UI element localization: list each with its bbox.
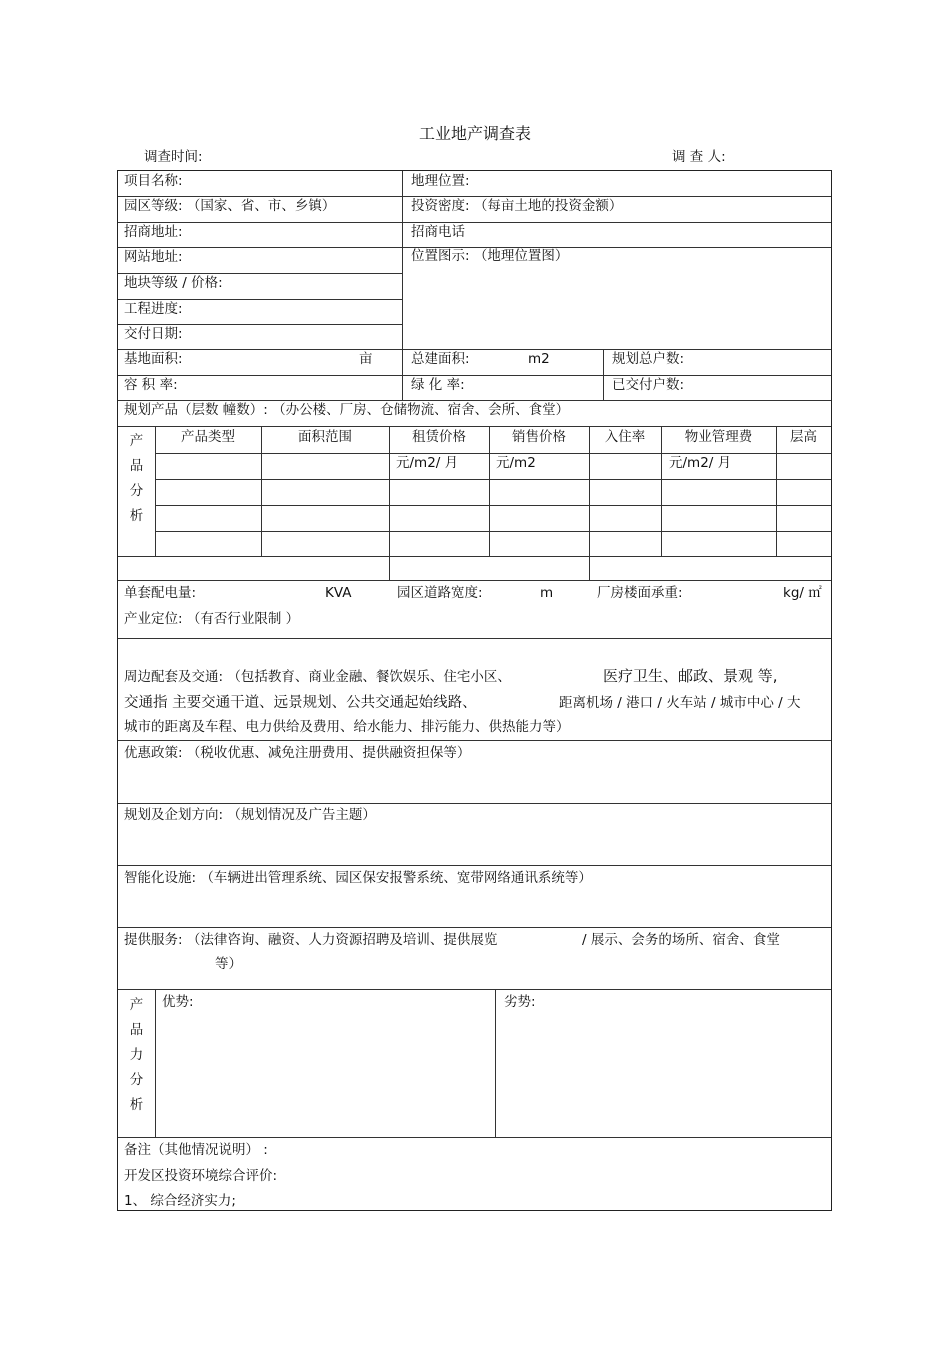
- header-floor-height: 层高: [790, 429, 817, 445]
- base-area-unit: 亩: [359, 351, 373, 367]
- services-line-1: 提供服务: （法律咨询、融资、人力资源招聘及培训、提供展览: [124, 932, 498, 948]
- road-width-label: 园区道路宽度:: [397, 585, 483, 601]
- header-product-type: 产品类型: [181, 429, 235, 445]
- biz-address-label: 招商地址:: [124, 224, 183, 240]
- header-sale-price: 销售价格: [512, 429, 566, 445]
- remark-label: 备注（其他情况说明） :: [124, 1142, 268, 1158]
- floor-load-label: 厂房楼面承重:: [597, 585, 683, 601]
- evaluation-item-1: 1、 综合经济实力;: [124, 1193, 236, 1209]
- project-name-label: 项目名称:: [124, 173, 183, 189]
- park-level-label: 园区等级: （国家、省、市、乡镇）: [124, 198, 336, 214]
- location-label: 地理位置:: [411, 173, 470, 189]
- road-width-unit: m: [540, 585, 554, 601]
- biz-phone-label: 招商电话: [411, 224, 465, 240]
- evaluation-label: 开发区投资环境综合评价:: [124, 1168, 278, 1184]
- investment-density-label: 投资密度: （每亩土地的投资金额）: [411, 198, 623, 214]
- total-area-label: 总建面积:: [411, 351, 470, 367]
- planning-direction: 规划及企划方向: （规划情况及广告主题）: [124, 807, 376, 823]
- power-label: 单套配电量:: [124, 585, 197, 601]
- delivery-date-label: 交付日期:: [124, 326, 183, 342]
- base-area-label: 基地面积:: [124, 351, 183, 367]
- services-line-2: 等）: [215, 956, 242, 972]
- surroundings-line-2b: 距离机场 / 港口 / 火车站 / 城市中心 / 大: [559, 695, 801, 711]
- preferential-policy: 优惠政策: （税收优惠、减免注册费用、提供融资担保等）: [124, 745, 471, 761]
- services-line-1b: / 展示、会务的场所、宿舍、食堂: [582, 932, 780, 948]
- website-label: 网站地址:: [124, 249, 183, 265]
- page-title: 工业地产调查表: [418, 124, 531, 143]
- product-analysis-side-label: 产 品 分 析: [129, 433, 144, 524]
- industry-positioning: 产业定位: （有否行业限制 ）: [124, 611, 300, 627]
- surroundings-line-3: 城市的距离及车程、电力供给及费用、给水能力、排污能力、供热能力等）: [124, 719, 570, 735]
- planned-products-label: 规划产品（层数 幢数）: （办公楼、厂房、仓储物流、宿舍、会所、食堂）: [124, 402, 570, 418]
- header-rent-price: 租赁价格: [412, 429, 466, 445]
- strengths-label: 优势:: [162, 994, 194, 1010]
- header-occupancy: 入住率: [604, 429, 646, 445]
- unit-property-fee: 元/m2/ 月: [669, 455, 732, 471]
- unit-sale-price: 元/m2: [496, 455, 536, 471]
- smart-facilities: 智能化设施: （车辆进出管理系统、园区保安报警系统、宽带网络通讯系统等）: [124, 870, 592, 886]
- plot-level-label: 地块等级 / 价格:: [124, 275, 223, 291]
- total-area-unit: m2: [528, 351, 550, 367]
- surroundings-line-1: 周边配套及交通: （包括教育、商业金融、餐饮娱乐、住宅小区、: [124, 669, 511, 685]
- location-map-label: 位置图示: （地理位置图）: [411, 248, 569, 264]
- plot-ratio-label: 容 积 率:: [124, 377, 178, 393]
- survey-time-label: 调查时间:: [144, 149, 203, 165]
- header-area-range: 面积范围: [298, 429, 352, 445]
- unit-rent-price: 元/m2/ 月: [396, 455, 459, 471]
- survey-form: [117, 170, 832, 1211]
- surroundings-line-1b: 医疗卫生、邮政、景观 等,: [603, 667, 778, 685]
- progress-label: 工程进度:: [124, 301, 183, 317]
- header-property-fee: 物业管理费: [684, 429, 753, 445]
- competitiveness-side-label: 产 品 力 分 析: [129, 997, 144, 1113]
- floor-load-unit: kg/ ㎡: [783, 585, 822, 601]
- green-ratio-label: 绿 化 率:: [411, 377, 465, 393]
- delivered-households-label: 已交付户数:: [612, 377, 685, 393]
- planned-households-label: 规划总户数:: [612, 351, 685, 367]
- surroundings-line-2: 交通指 主要交通干道、远景规划、公共交通起始线路、: [124, 695, 477, 711]
- surveyor-label: 调 查 人:: [672, 149, 726, 165]
- weaknesses-label: 劣势:: [504, 994, 536, 1010]
- power-unit: KVA: [325, 585, 352, 601]
